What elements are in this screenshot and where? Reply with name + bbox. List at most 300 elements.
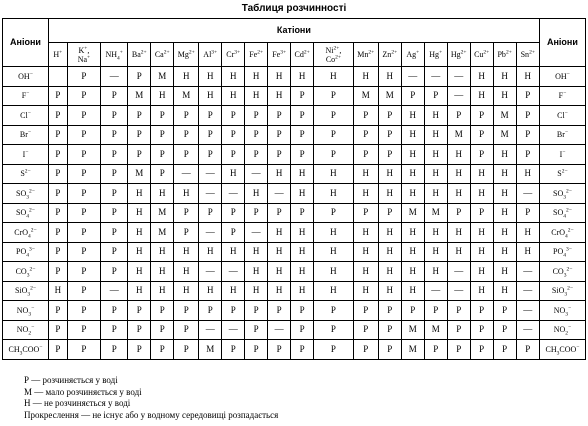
solubility-cell: Р xyxy=(401,86,424,106)
solubility-cell: — xyxy=(516,320,539,340)
solubility-cell: Н xyxy=(199,67,222,87)
solubility-cell: Н xyxy=(353,67,378,87)
anions-header-left: Аніони xyxy=(3,19,49,67)
solubility-cell: Н xyxy=(493,203,516,223)
solubility-cell: Н xyxy=(447,164,470,184)
solubility-cell: Р xyxy=(48,184,67,204)
solubility-cell: Р xyxy=(101,262,128,282)
table-row xyxy=(3,164,586,184)
table-row xyxy=(3,281,586,301)
solubility-cell: М xyxy=(401,320,424,340)
solubility-cell: Р xyxy=(447,203,470,223)
solubility-cell: Н xyxy=(268,86,291,106)
solubility-cell: Н xyxy=(516,67,539,87)
solubility-cell: Р xyxy=(314,320,354,340)
solubility-cell: Р xyxy=(353,125,378,145)
solubility-cell: Н xyxy=(314,184,354,204)
solubility-cell: Н xyxy=(470,86,493,106)
cation-header-cell: $Cu^{2+}$ xyxy=(470,43,493,67)
solubility-cell: Р xyxy=(48,86,67,106)
solubility-cell: Н xyxy=(378,67,401,87)
solubility-cell: Р xyxy=(101,106,128,126)
solubility-cell: Р xyxy=(424,340,447,360)
cation-header-cell: $Al^{3+}$ xyxy=(199,43,222,67)
solubility-cell: Н xyxy=(174,67,199,87)
table-row xyxy=(3,125,586,145)
solubility-cell: Н xyxy=(128,223,151,243)
solubility-cell: — xyxy=(199,164,222,184)
table-row xyxy=(3,223,586,243)
solubility-cell: Н xyxy=(424,106,447,126)
solubility-cell: Р xyxy=(291,301,314,321)
solubility-cell: Р xyxy=(470,145,493,165)
solubility-cell: М xyxy=(128,164,151,184)
solubility-cell xyxy=(48,67,67,87)
solubility-cell: Р xyxy=(222,340,245,360)
table-row xyxy=(3,340,586,360)
solubility-cell: Р xyxy=(199,301,222,321)
solubility-cell: Р xyxy=(516,340,539,360)
solubility-cell: Р xyxy=(470,203,493,223)
solubility-cell: Р xyxy=(128,301,151,321)
anion-label-right: CrO$_4^{2-}$ xyxy=(539,223,585,243)
solubility-cell: — xyxy=(245,164,268,184)
solubility-cell: Р xyxy=(291,145,314,165)
cation-header-cell: $Zn^{2+}$ xyxy=(378,43,401,67)
solubility-cell: Р xyxy=(101,164,128,184)
solubility-cell: Р xyxy=(67,242,100,262)
solubility-cell: Р xyxy=(245,301,268,321)
table-row xyxy=(3,106,586,126)
solubility-cell: — xyxy=(174,164,199,184)
solubility-cell: М xyxy=(378,86,401,106)
cation-row xyxy=(3,43,586,67)
solubility-cell: — xyxy=(447,86,470,106)
solubility-cell: Н xyxy=(174,184,199,204)
solubility-cell: Н xyxy=(268,164,291,184)
anion-label-left: $NO_3^-$ xyxy=(3,301,49,321)
solubility-cell: Н xyxy=(447,223,470,243)
solubility-cell: Р xyxy=(245,340,268,360)
solubility-cell: Н xyxy=(291,184,314,204)
anion-label-right: Br− xyxy=(539,125,585,145)
solubility-cell: Р xyxy=(128,67,151,87)
solubility-cell: Н xyxy=(268,281,291,301)
anion-label-right: F− xyxy=(539,86,585,106)
solubility-cell: Н xyxy=(401,262,424,282)
solubility-cell: Н xyxy=(353,262,378,282)
solubility-cell: — xyxy=(199,320,222,340)
solubility-cell: Р xyxy=(48,242,67,262)
solubility-cell: Р xyxy=(174,301,199,321)
solubility-cell: Р xyxy=(48,203,67,223)
cation-header-cell: $Hg^{2+}$ xyxy=(447,43,470,67)
solubility-cell: Н xyxy=(493,67,516,87)
anion-label-left: $PO_4^{3-}$ xyxy=(3,242,49,262)
solubility-cell: Н xyxy=(378,223,401,243)
solubility-cell: Н xyxy=(516,223,539,243)
solubility-cell: Р xyxy=(128,320,151,340)
solubility-cell: Н xyxy=(353,281,378,301)
solubility-cell: Р xyxy=(268,301,291,321)
solubility-cell: Р xyxy=(516,145,539,165)
solubility-cell: М xyxy=(151,203,174,223)
solubility-cell: Р xyxy=(151,106,174,126)
solubility-cell: Р xyxy=(151,164,174,184)
solubility-cell: Н xyxy=(470,223,493,243)
solubility-cell: Р xyxy=(174,145,199,165)
solubility-cell: Н xyxy=(128,203,151,223)
solubility-cell: Р xyxy=(222,301,245,321)
solubility-cell: Н xyxy=(424,164,447,184)
solubility-cell: Р xyxy=(174,320,199,340)
solubility-cell: — xyxy=(447,262,470,282)
solubility-cell: Р xyxy=(199,203,222,223)
cation-header-cell: $Fe^{2+}$ xyxy=(245,43,268,67)
solubility-cell: Р xyxy=(291,106,314,126)
solubility-cell: М xyxy=(151,67,174,87)
solubility-cell: М xyxy=(424,320,447,340)
anion-label-left: $S^{2-}$ xyxy=(3,164,49,184)
solubility-cell: Н xyxy=(128,281,151,301)
table-row xyxy=(3,262,586,282)
solubility-cell: Р xyxy=(470,301,493,321)
solubility-cell: Н xyxy=(128,262,151,282)
solubility-cell: Р xyxy=(67,262,100,282)
cation-header-cell: Ag+ xyxy=(401,43,424,67)
solubility-cell: Р xyxy=(268,145,291,165)
solubility-cell: — xyxy=(424,67,447,87)
anion-label-right: OH− xyxy=(539,67,585,87)
solubility-cell: Р xyxy=(67,86,100,106)
solubility-cell: Р xyxy=(67,203,100,223)
anion-label-left: F− xyxy=(3,86,49,106)
anion-label-right: $S^{2-}$ xyxy=(539,164,585,184)
solubility-cell: Н xyxy=(493,281,516,301)
solubility-cell: Р xyxy=(67,164,100,184)
solubility-cell: Р xyxy=(470,320,493,340)
solubility-cell: Р xyxy=(174,340,199,360)
anion-label-left: $CH_3COO^-$ xyxy=(3,340,49,360)
solubility-cell: Р xyxy=(101,184,128,204)
solubility-cell: Р xyxy=(151,145,174,165)
solubility-cell: Н xyxy=(424,262,447,282)
solubility-cell: Н xyxy=(48,281,67,301)
solubility-cell: М xyxy=(447,125,470,145)
solubility-cell: — xyxy=(516,184,539,204)
solubility-cell: Н xyxy=(401,184,424,204)
solubility-cell: Н xyxy=(268,262,291,282)
solubility-cell: Р xyxy=(245,145,268,165)
anion-label-right: Cl− xyxy=(539,106,585,126)
table-row xyxy=(3,242,586,262)
solubility-cell: Р xyxy=(128,340,151,360)
anion-label-left: I− xyxy=(3,145,49,165)
solubility-cell: Р xyxy=(151,125,174,145)
solubility-cell: Р xyxy=(353,301,378,321)
solubility-cell: Р xyxy=(353,145,378,165)
cation-header-cell: $Ca^{2+}$ xyxy=(151,43,174,67)
solubility-cell: Н xyxy=(378,184,401,204)
solubility-cell: Р xyxy=(67,106,100,126)
solubility-cell: Р xyxy=(245,320,268,340)
solubility-cell: Р xyxy=(353,320,378,340)
solubility-cell: Н xyxy=(470,281,493,301)
cation-header-cell: $Cr^{3+}$ xyxy=(222,43,245,67)
solubility-cell: Н xyxy=(199,281,222,301)
solubility-cell: Н xyxy=(493,242,516,262)
solubility-cell: Н xyxy=(128,184,151,204)
solubility-cell: Н xyxy=(424,125,447,145)
solubility-cell: Н xyxy=(222,67,245,87)
solubility-cell: Р xyxy=(447,320,470,340)
table-row xyxy=(3,145,586,165)
solubility-cell: Р xyxy=(101,301,128,321)
solubility-cell: Н xyxy=(291,281,314,301)
solubility-cell: Р xyxy=(447,340,470,360)
solubility-cell: — xyxy=(516,301,539,321)
solubility-cell: — xyxy=(101,281,128,301)
solubility-cell: Н xyxy=(128,242,151,262)
solubility-cell: Н xyxy=(268,242,291,262)
solubility-cell: Р xyxy=(291,340,314,360)
solubility-cell: Н xyxy=(291,242,314,262)
anion-label-right: $CO_3^{2-}$ xyxy=(539,262,585,282)
table-row xyxy=(3,86,586,106)
solubility-cell: — xyxy=(401,67,424,87)
solubility-cell: Р xyxy=(67,67,100,87)
solubility-cell: М xyxy=(151,223,174,243)
solubility-cell: Н xyxy=(447,242,470,262)
solubility-cell: Р xyxy=(378,301,401,321)
solubility-cell: Р xyxy=(101,223,128,243)
solubility-cell: М xyxy=(128,86,151,106)
solubility-cell: Р xyxy=(151,340,174,360)
solubility-cell: Р xyxy=(48,301,67,321)
solubility-cell: Н xyxy=(151,86,174,106)
solubility-cell: Р xyxy=(101,340,128,360)
solubility-cell: Н xyxy=(291,164,314,184)
solubility-cell: М xyxy=(493,106,516,126)
solubility-cell: Р xyxy=(128,125,151,145)
cation-header-cell: $Pb^{2+}$ xyxy=(493,43,516,67)
solubility-cell: Р xyxy=(291,125,314,145)
solubility-cell: Р xyxy=(128,106,151,126)
solubility-cell: Р xyxy=(493,320,516,340)
solubility-cell: — xyxy=(199,223,222,243)
solubility-cell: Р xyxy=(268,340,291,360)
solubility-cell: Р xyxy=(378,320,401,340)
solubility-cell: Н xyxy=(493,262,516,282)
solubility-table xyxy=(2,18,586,360)
solubility-cell: Р xyxy=(67,223,100,243)
solubility-cell: — xyxy=(245,223,268,243)
solubility-cell: Р xyxy=(174,223,199,243)
solubility-cell: Р xyxy=(101,125,128,145)
solubility-cell: Р xyxy=(268,203,291,223)
solubility-cell: Р xyxy=(48,320,67,340)
solubility-cell: Р xyxy=(291,320,314,340)
solubility-cell: Н xyxy=(314,223,354,243)
solubility-cell: Р xyxy=(222,125,245,145)
solubility-cell: Р xyxy=(67,340,100,360)
solubility-cell: Н xyxy=(291,67,314,87)
solubility-cell: Н xyxy=(516,164,539,184)
solubility-cell: Р xyxy=(353,203,378,223)
solubility-cell: Р xyxy=(174,125,199,145)
solubility-cell: Н xyxy=(447,184,470,204)
solubility-cell: Н xyxy=(245,86,268,106)
solubility-cell: Н xyxy=(268,67,291,87)
solubility-cell: Н xyxy=(470,242,493,262)
solubility-cell: Р xyxy=(48,145,67,165)
anion-label-left: SiO$_3^{2-}$ xyxy=(3,281,49,301)
solubility-cell: М xyxy=(401,340,424,360)
solubility-cell: М xyxy=(424,203,447,223)
solubility-cell: Р xyxy=(101,86,128,106)
solubility-cell: Н xyxy=(470,262,493,282)
solubility-cell: Н xyxy=(222,242,245,262)
solubility-cell: Н xyxy=(424,242,447,262)
solubility-cell: Н xyxy=(470,67,493,87)
anion-label-left: $SO_4^{2-}$ xyxy=(3,203,49,223)
solubility-cell: Р xyxy=(222,223,245,243)
solubility-cell: Н xyxy=(378,164,401,184)
cation-header-cell: $Fe^{3+}$ xyxy=(268,43,291,67)
solubility-cell: Р xyxy=(48,106,67,126)
solubility-cell: Н xyxy=(470,184,493,204)
table-row xyxy=(3,67,586,87)
solubility-cell: Р xyxy=(516,125,539,145)
solubility-cell: Р xyxy=(151,320,174,340)
anion-label-left: OH− xyxy=(3,67,49,87)
solubility-cell: — xyxy=(268,184,291,204)
table-row xyxy=(3,320,586,340)
cation-header-cell: K+, Na+ xyxy=(67,43,100,67)
solubility-cell: Н xyxy=(314,281,354,301)
cation-header-cell: $Ba^{2+}$ xyxy=(128,43,151,67)
solubility-cell: Р xyxy=(48,125,67,145)
solubility-cell: Р xyxy=(199,145,222,165)
solubility-cell: Н xyxy=(378,262,401,282)
solubility-cell: Р xyxy=(67,125,100,145)
anion-label-left: Cl− xyxy=(3,106,49,126)
anion-label-right: $NO_2^-$ xyxy=(539,320,585,340)
anion-label-left: $CO_3^{2-}$ xyxy=(3,262,49,282)
cation-header-cell: $NH_4^+$ xyxy=(101,43,128,67)
solubility-cell: Р xyxy=(128,145,151,165)
solubility-cell: Р xyxy=(101,145,128,165)
solubility-cell: Р xyxy=(353,340,378,360)
solubility-cell: — xyxy=(268,320,291,340)
solubility-cell: Н xyxy=(174,281,199,301)
solubility-cell: Р xyxy=(245,203,268,223)
solubility-cell: Н xyxy=(151,242,174,262)
solubility-cell: Н xyxy=(353,242,378,262)
solubility-cell: — xyxy=(222,184,245,204)
solubility-cell: Н xyxy=(353,164,378,184)
solubility-cell: Н xyxy=(245,184,268,204)
solubility-cell: Р xyxy=(401,301,424,321)
solubility-cell: Н xyxy=(245,281,268,301)
solubility-cell: Н xyxy=(199,86,222,106)
solubility-cell: Н xyxy=(516,242,539,262)
solubility-cell: Н xyxy=(493,145,516,165)
solubility-cell: Н xyxy=(151,184,174,204)
solubility-cell: — xyxy=(516,281,539,301)
solubility-cell: Р xyxy=(470,106,493,126)
table-row xyxy=(3,203,586,223)
solubility-cell: М xyxy=(353,86,378,106)
table-title: Таблиця розчинності xyxy=(241,3,347,14)
solubility-cell: Р xyxy=(470,125,493,145)
solubility-cell: Н xyxy=(493,86,516,106)
solubility-cell: Р xyxy=(48,262,67,282)
solubility-cell: Н xyxy=(401,106,424,126)
table-row xyxy=(3,184,586,204)
solubility-cell: Н xyxy=(424,145,447,165)
cation-header-cell: H+ xyxy=(48,43,67,67)
cation-header-cell: Hg+ xyxy=(424,43,447,67)
cations-header: Катіони xyxy=(48,19,539,43)
solubility-cell: Р xyxy=(199,125,222,145)
solubility-cell: Р xyxy=(424,301,447,321)
table-row xyxy=(3,301,586,321)
anion-label-right: SiO$_3^{2-}$ xyxy=(539,281,585,301)
solubility-cell: Р xyxy=(222,106,245,126)
solubility-cell: Н xyxy=(314,242,354,262)
solubility-cell: Р xyxy=(314,86,354,106)
solubility-cell: Н xyxy=(222,281,245,301)
solubility-cell: Р xyxy=(268,125,291,145)
solubility-cell: Р xyxy=(174,203,199,223)
solubility-cell: Р xyxy=(174,106,199,126)
cation-header-cell: $Sn^{2+}$ xyxy=(516,43,539,67)
solubility-cell: Н xyxy=(424,223,447,243)
anions-header-right: Аніони xyxy=(539,19,585,67)
solubility-cell: — xyxy=(447,281,470,301)
solubility-cell: Р xyxy=(101,242,128,262)
anion-label-left: $NO_2^-$ xyxy=(3,320,49,340)
solubility-cell: М xyxy=(174,86,199,106)
solubility-cell: Р xyxy=(424,86,447,106)
solubility-cell: Р xyxy=(314,340,354,360)
solubility-cell: Н xyxy=(401,145,424,165)
solubility-cell: Н xyxy=(401,281,424,301)
solubility-cell: Р xyxy=(516,86,539,106)
solubility-cell: Р xyxy=(48,223,67,243)
solubility-cell: Р xyxy=(48,164,67,184)
solubility-cell: М xyxy=(401,203,424,223)
solubility-cell: Н xyxy=(378,281,401,301)
cation-header-cell: $Cd^{2+}$ xyxy=(291,43,314,67)
solubility-cell: Р xyxy=(314,125,354,145)
solubility-cell: Р xyxy=(378,340,401,360)
solubility-cell: Р xyxy=(67,145,100,165)
solubility-cell: Р xyxy=(151,301,174,321)
solubility-cell: М xyxy=(493,125,516,145)
solubility-cell: — xyxy=(424,281,447,301)
solubility-cell: Н xyxy=(268,223,291,243)
solubility-cell: Р xyxy=(199,106,222,126)
solubility-cell: Р xyxy=(245,106,268,126)
solubility-cell: Р xyxy=(222,145,245,165)
solubility-cell: Р xyxy=(516,106,539,126)
solubility-cell: Н xyxy=(222,164,245,184)
header-row xyxy=(3,19,586,43)
solubility-cell: — xyxy=(101,67,128,87)
solubility-cell: Р xyxy=(291,203,314,223)
